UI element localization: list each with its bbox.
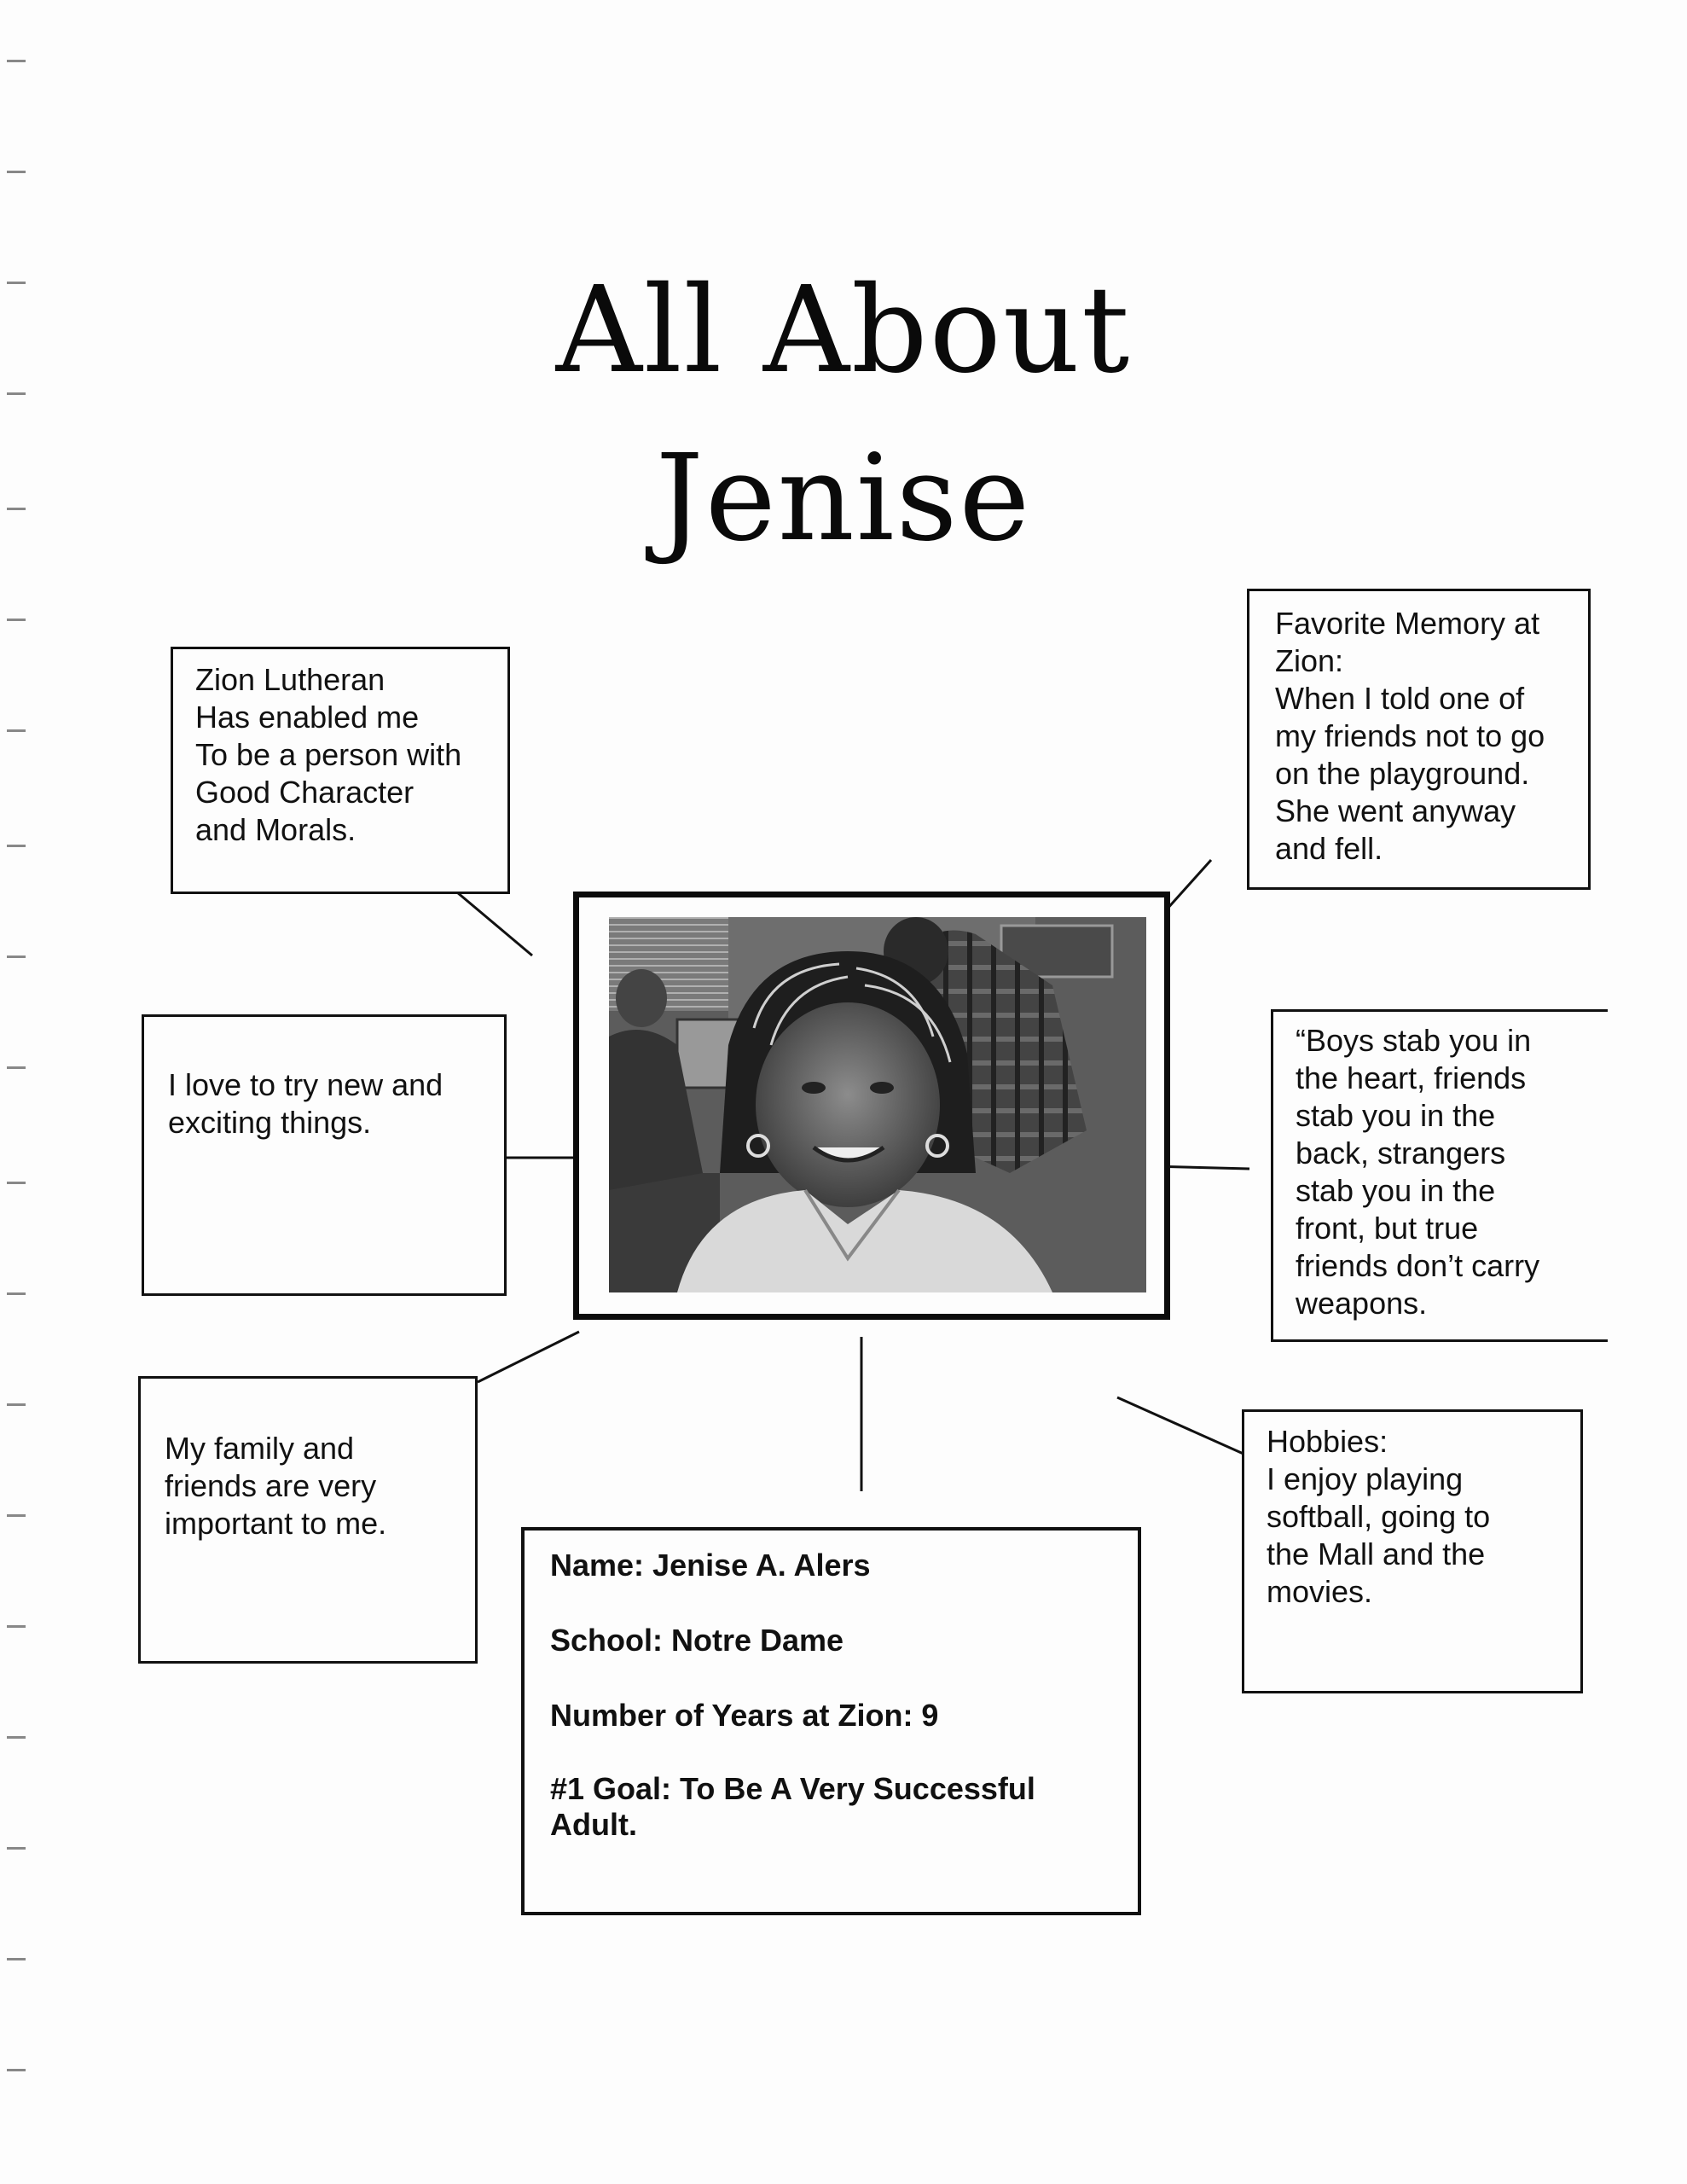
photo-frame	[573, 892, 1170, 1320]
student-photo	[609, 917, 1146, 1292]
family-box	[138, 1376, 478, 1664]
student-info-box	[521, 1527, 1141, 1915]
favorite-memory-text: Favorite Memory at Zion: When I told one of my friends not to go on the playground. She went anyway and fell.	[1275, 606, 1545, 866]
zion-lutheran-box	[171, 647, 510, 894]
hobbies-box	[1242, 1409, 1583, 1693]
connector-zion	[457, 892, 532, 956]
student-school: School: Notre Dame	[550, 1623, 844, 1658]
connector-family	[478, 1332, 579, 1382]
favorite-memory-box	[1247, 589, 1591, 890]
page-title-line-1: All About	[555, 261, 1132, 400]
new-things-box	[142, 1014, 507, 1296]
student-goal: #1 Goal: To Be A Very Successful Adult.	[550, 1771, 1035, 1842]
quote-box	[1271, 1009, 1608, 1342]
page-title-line-2: Jenise	[655, 429, 1032, 568]
quote-text: “Boys stab you in the heart, friends stab you in the back, strangers stab you in the front, but true friends don’t carry weapons.	[1296, 1023, 1540, 1321]
connector-hobbies	[1117, 1397, 1245, 1455]
student-years: Number of Years at Zion: 9	[550, 1698, 939, 1733]
hobbies-text: Hobbies: I enjoy playing softball, going to the Mall and the movies.	[1267, 1424, 1491, 1609]
family-text: My family and friends are very important to me.	[165, 1431, 387, 1541]
zion-lutheran-text: Zion Lutheran Has enabled me To be a person with Good Character and Morals.	[195, 662, 462, 847]
new-things-text: I love to try new and exciting things.	[168, 1067, 443, 1140]
student-name: Name: Jenise A. Alers	[550, 1548, 871, 1583]
